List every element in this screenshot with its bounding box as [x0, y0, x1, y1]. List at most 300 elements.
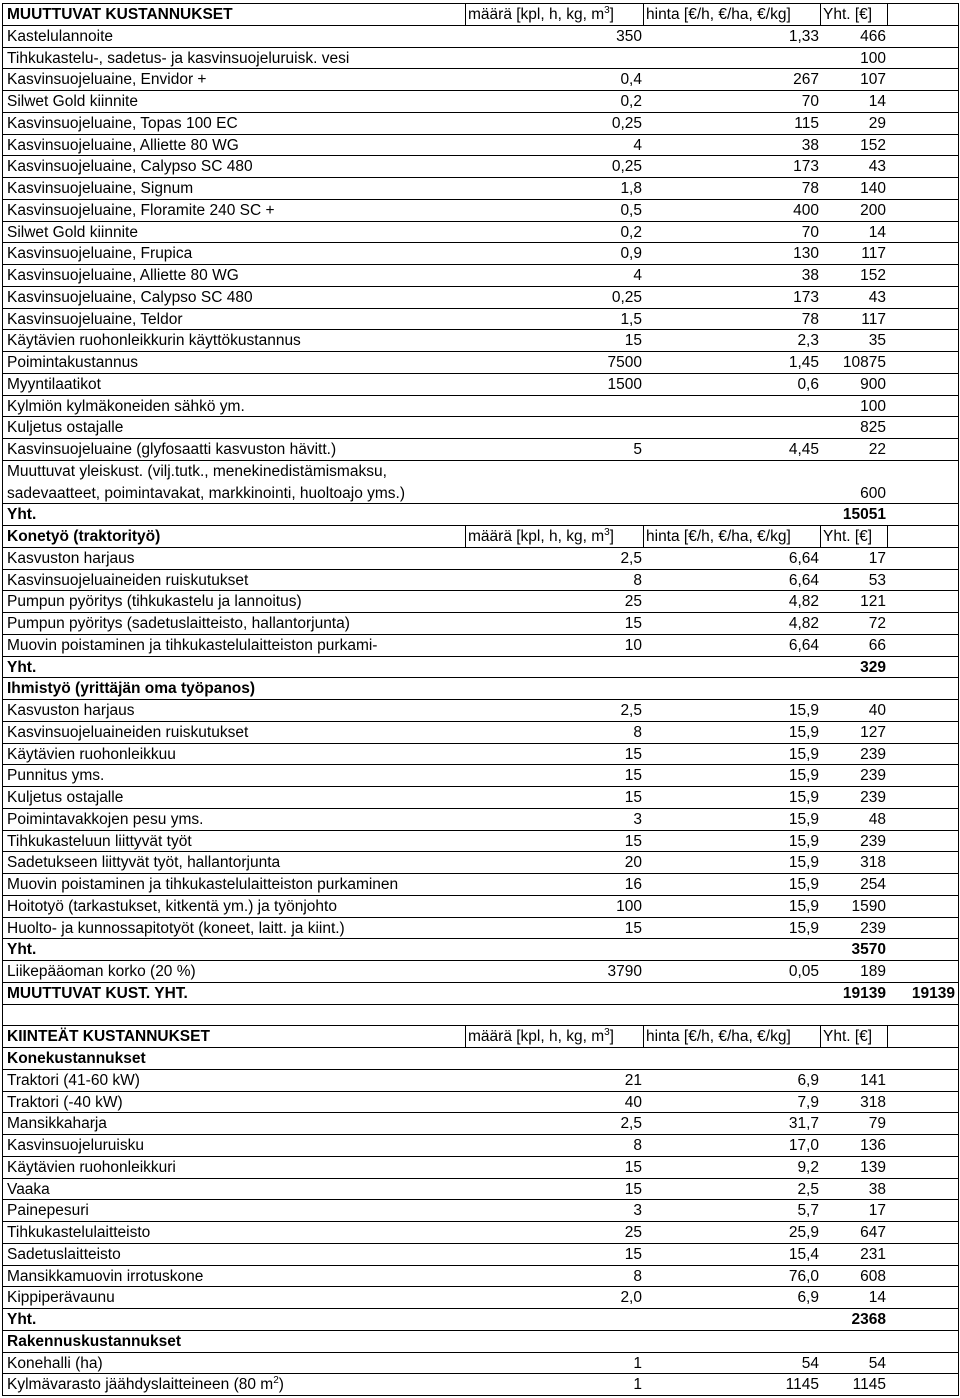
item-total: 140	[860, 180, 886, 197]
item-label: Kasvuston harjaus	[7, 702, 135, 719]
item-total: 189	[860, 963, 886, 980]
item-price: 15,9	[788, 832, 819, 850]
item-qty: 5	[633, 441, 642, 458]
column-divider	[643, 526, 644, 547]
item-price: 15,9	[788, 789, 819, 806]
table-row	[3, 439, 959, 461]
column-divider	[958, 26, 959, 47]
item-qty: 2,0	[620, 1289, 642, 1307]
item-price: 5,7	[797, 1202, 819, 1220]
item-total: 239	[860, 832, 886, 850]
item-qty: 1	[633, 1354, 642, 1372]
column-divider	[958, 4, 959, 25]
column-divider	[958, 591, 959, 612]
column-divider	[465, 1026, 466, 1047]
column-divider	[643, 1026, 644, 1047]
item-total: 1590	[851, 897, 886, 915]
column-divider	[958, 1331, 959, 1352]
column-divider	[820, 526, 821, 547]
price-header: hinta [€/h, €/ha, €/kg]	[646, 1028, 791, 1046]
item-total: 318	[860, 1093, 886, 1111]
item-qty: 100	[616, 897, 642, 915]
item-qty: 2,5	[620, 1115, 642, 1133]
total-header: Yht. [€]	[823, 6, 873, 23]
item-price: 1,33	[788, 27, 819, 45]
subtotal-value: 3570	[851, 941, 886, 959]
column-divider	[958, 156, 959, 177]
item-total: 107	[860, 71, 886, 89]
item-price: 130	[793, 245, 819, 263]
table-row	[3, 91, 959, 113]
column-divider	[958, 1005, 959, 1026]
column-divider	[958, 1157, 959, 1178]
item-total: 466	[860, 27, 886, 45]
table-row	[3, 874, 959, 896]
item-price: 15,9	[788, 702, 819, 719]
table-row	[3, 1026, 959, 1048]
table-row	[3, 1222, 959, 1244]
column-divider	[958, 439, 959, 460]
item-total: 239	[860, 767, 886, 785]
column-divider	[958, 200, 959, 221]
table-row	[3, 374, 959, 396]
item-label: Myyntilaatikot	[7, 375, 101, 393]
table-row	[3, 1266, 959, 1288]
column-divider	[958, 874, 959, 895]
column-divider	[958, 309, 959, 330]
item-price: 2,5	[797, 1180, 819, 1198]
item-price	[644, 483, 821, 504]
item-price: 54	[801, 1354, 819, 1372]
item-qty: 3	[633, 810, 642, 828]
column-divider	[958, 287, 959, 308]
item-price: 173	[793, 288, 819, 306]
item-qty: 15	[624, 745, 642, 763]
item-qty: 3790	[607, 963, 642, 980]
item-label: Kasvinsuojeluaine, Topas 100 EC	[7, 114, 238, 132]
column-divider	[887, 4, 888, 25]
item-label: Kuljetus ostajalle	[7, 419, 124, 437]
item-label: Käytävien ruohonleikkuri	[7, 1158, 176, 1176]
table-row	[3, 1244, 959, 1266]
item-label: Kasvinsuojeluaine, Envidor +	[7, 71, 207, 89]
item-qty	[466, 396, 644, 417]
column-divider	[958, 417, 959, 438]
grand-total-extra: 19139	[911, 984, 955, 1002]
column-divider	[958, 1026, 959, 1047]
table-row	[3, 243, 959, 265]
item-price: 115	[794, 114, 819, 132]
table-row	[3, 156, 959, 178]
item-total	[821, 461, 888, 483]
column-divider	[958, 787, 959, 808]
item-total: 66	[868, 636, 886, 654]
column-divider	[465, 4, 466, 25]
item-label: Kastelulannoite	[7, 27, 113, 45]
column-divider	[958, 69, 959, 90]
subtotal-label: Yht.	[7, 941, 37, 959]
item-total: 136	[860, 1137, 886, 1154]
column-divider	[958, 1244, 959, 1265]
column-divider	[958, 1070, 959, 1091]
item-total: 43	[868, 158, 886, 176]
table-row	[3, 613, 959, 635]
item-qty: 15	[624, 919, 642, 937]
table-row	[3, 657, 959, 679]
column-divider	[958, 91, 959, 112]
column-divider	[958, 809, 959, 830]
item-label: Mansikkaharja	[7, 1115, 107, 1133]
column-divider	[958, 243, 959, 264]
table-row	[3, 939, 959, 961]
column-divider	[958, 678, 959, 699]
item-price: 6,64	[788, 636, 819, 654]
item-total: 22	[868, 441, 886, 458]
item-price	[644, 417, 821, 438]
item-qty: 15	[624, 1180, 642, 1198]
item-label: sadevaatteet, poimintavakat, markkinointi, huoltoajo yms.)	[7, 484, 406, 502]
item-label: Tihkukastelu-, sadetus- ja kasvinsuojeluruisk. vesi	[7, 49, 350, 67]
item-price: 15,9	[788, 810, 819, 828]
item-price: 31,7	[788, 1115, 819, 1133]
item-price: 15,9	[788, 876, 819, 893]
item-total: 100	[860, 49, 886, 67]
item-price: 4,82	[788, 615, 819, 632]
item-qty: 350	[616, 27, 642, 45]
section-title: MUUTTUVAT KUSTANNUKSET	[7, 6, 233, 23]
table-row	[3, 548, 959, 570]
table-row	[3, 461, 959, 483]
column-divider	[958, 374, 959, 395]
column-divider	[958, 744, 959, 765]
item-total: 17	[868, 1202, 886, 1220]
item-price	[644, 461, 821, 483]
item-total: 29	[868, 114, 886, 132]
table-row	[3, 396, 959, 418]
item-price: 38	[801, 136, 819, 154]
column-divider	[958, 1048, 959, 1069]
item-qty: 8	[633, 723, 642, 741]
column-divider	[958, 396, 959, 417]
table-row	[3, 222, 959, 244]
item-price: 15,9	[788, 919, 819, 937]
item-price: 6,64	[788, 549, 819, 567]
item-total: 53	[868, 571, 886, 589]
item-total: 14	[868, 223, 886, 241]
item-label: Muovin poistaminen ja tihkukastelulaitteiston purkaminen	[7, 876, 399, 893]
item-price: 15,9	[788, 745, 819, 763]
table-row	[3, 1135, 959, 1157]
item-label: Käytävien ruohonleikkuu	[7, 745, 176, 763]
item-total: 54	[868, 1354, 886, 1372]
item-price: 9,2	[797, 1158, 819, 1176]
item-qty: 8	[633, 571, 642, 589]
item-label: Kasvinsuojeluaine, Alliette 80 WG	[7, 136, 239, 154]
item-total: 127	[860, 723, 886, 741]
item-label: Pumpun pyöritys (sadetuslaitteisto, hallantorjunta)	[7, 615, 350, 632]
subtotal-label: Yht.	[7, 506, 37, 524]
table-row	[3, 831, 959, 853]
grand-total-label: MUUTTUVAT KUST. YHT.	[7, 984, 188, 1002]
table-row	[3, 744, 959, 766]
column-divider	[958, 504, 959, 525]
table-row	[3, 1200, 959, 1222]
item-total: 647	[860, 1224, 886, 1241]
item-qty: 10	[624, 636, 642, 654]
table-row	[3, 352, 959, 374]
table-row	[3, 113, 959, 135]
item-qty: 0,4	[620, 71, 642, 89]
total-header: Yht. [€]	[823, 1028, 873, 1046]
item-price: 25,9	[788, 1224, 819, 1241]
table-row	[3, 1157, 959, 1179]
item-label: Silwet Gold kiinnite	[7, 93, 138, 110]
item-price: 267	[793, 71, 819, 89]
item-price: 1,45	[788, 354, 819, 371]
item-qty: 2,5	[620, 549, 642, 567]
cost-spreadsheet	[2, 3, 959, 1396]
item-qty: 25	[624, 593, 642, 611]
table-row	[3, 4, 959, 26]
column-divider	[958, 657, 959, 678]
item-qty: 20	[624, 854, 642, 872]
item-label: Kasvinsuojeluaine, Teldor	[7, 310, 183, 328]
table-row	[3, 852, 959, 874]
column-divider	[958, 1200, 959, 1221]
column-divider	[958, 352, 959, 373]
item-price: 6,64	[788, 571, 819, 589]
item-label: Sadetuslaitteisto	[7, 1245, 121, 1263]
table-row	[3, 1309, 959, 1331]
item-total: 600	[860, 484, 886, 502]
item-total: 38	[868, 1180, 886, 1198]
column-divider	[958, 222, 959, 243]
item-total: 239	[860, 745, 886, 763]
item-total: 318	[860, 854, 886, 872]
item-label: Kasvinsuojeluaineiden ruiskutukset	[7, 723, 249, 741]
column-divider	[958, 896, 959, 917]
item-qty	[466, 417, 644, 438]
item-qty: 0,5	[620, 201, 642, 219]
column-divider	[958, 1374, 959, 1395]
column-divider	[958, 635, 959, 656]
table-row	[3, 265, 959, 287]
item-price: 78	[801, 310, 819, 328]
item-qty: 8	[633, 1137, 642, 1154]
item-total: 17	[868, 549, 886, 567]
item-total: 139	[860, 1158, 886, 1176]
item-total: 100	[860, 397, 886, 415]
table-row	[3, 678, 959, 700]
item-qty: 0,2	[620, 223, 642, 241]
column-divider	[465, 526, 466, 547]
column-divider	[958, 135, 959, 156]
item-qty: 1	[633, 1376, 642, 1394]
column-divider	[643, 4, 644, 25]
item-price: 70	[801, 93, 819, 110]
item-qty: 15	[624, 832, 642, 850]
table-row	[3, 417, 959, 439]
table-row	[3, 69, 959, 91]
table-row	[3, 1374, 959, 1396]
qty-header: määrä [kpl, h, kg, $m^3$]	[468, 526, 614, 545]
column-divider	[958, 1179, 959, 1200]
item-price: 7,9	[797, 1093, 819, 1111]
item-label: Kasvinsuojeluaine (glyfosaatti kasvuston hävitt.)	[7, 441, 337, 458]
subtotal-label: Yht.	[7, 658, 37, 676]
item-total: 10875	[842, 354, 886, 371]
item-label: Kasvuston harjaus	[7, 549, 135, 567]
item-total: 152	[860, 267, 886, 284]
item-total: 231	[860, 1245, 886, 1263]
item-qty	[466, 483, 644, 504]
column-divider	[958, 1113, 959, 1134]
qty-header: määrä [kpl, h, kg, $m^3$]	[468, 1027, 614, 1046]
item-qty: 0,25	[611, 288, 642, 306]
item-total: 40	[868, 702, 886, 719]
item-qty: 7500	[607, 354, 642, 371]
item-price: 15,9	[788, 854, 819, 872]
table-row	[3, 483, 959, 505]
column-divider	[958, 722, 959, 743]
item-price: 2,3	[797, 332, 819, 350]
item-label: Mansikkamuovin irrotuskone	[7, 1267, 204, 1285]
item-price: 15,9	[788, 723, 819, 741]
item-total: 72	[868, 615, 886, 632]
price-header: hinta [€/h, €/ha, €/kg]	[646, 6, 791, 23]
item-total: 152	[860, 136, 886, 154]
item-price: 4,45	[788, 441, 819, 458]
table-row	[3, 1287, 959, 1309]
table-row	[3, 570, 959, 592]
section-title: Konetyö (traktorityö)	[7, 528, 161, 545]
column-divider	[958, 570, 959, 591]
item-qty	[466, 48, 644, 69]
item-total: 1145	[852, 1376, 886, 1394]
table-row	[3, 178, 959, 200]
item-label: Sadetukseen liittyvät työt, hallantorjunta	[7, 854, 281, 872]
column-divider	[958, 1092, 959, 1113]
item-price: 0,6	[797, 375, 819, 393]
table-row	[3, 135, 959, 157]
table-row	[3, 765, 959, 787]
table-row	[3, 1179, 959, 1201]
item-qty: 15	[624, 1158, 642, 1176]
item-label: Kippiperävaunu	[7, 1289, 115, 1307]
item-label: Muuttuvat yleiskust. (vilj.tutk., menekinedistämismaksu,	[7, 462, 387, 480]
item-total: 900	[860, 375, 886, 393]
column-divider	[958, 1266, 959, 1287]
item-total: 254	[860, 876, 886, 893]
item-qty: 40	[624, 1093, 642, 1111]
item-qty: 2,5	[620, 702, 642, 719]
item-qty: 0,2	[620, 93, 642, 110]
table-row	[3, 896, 959, 918]
grand-total-value: 19139	[842, 984, 886, 1002]
subtotal-value: 2368	[851, 1311, 886, 1328]
column-divider	[887, 526, 888, 547]
column-divider	[958, 265, 959, 286]
item-total: 35	[868, 332, 886, 350]
item-qty: 16	[624, 876, 642, 893]
item-qty: 4	[633, 136, 642, 154]
subsection-title: Rakennuskustannukset	[7, 1332, 181, 1350]
table-row	[3, 722, 959, 744]
item-qty: 4	[633, 267, 642, 284]
item-price: 6,9	[797, 1289, 819, 1307]
column-divider	[958, 983, 959, 1004]
item-label: Kasvinsuojeluaine, Frupica	[7, 245, 193, 263]
item-qty: 15	[624, 789, 642, 806]
table-row	[3, 961, 959, 983]
item-total: 117	[861, 245, 886, 263]
table-row	[3, 1092, 959, 1114]
table-row	[3, 787, 959, 809]
item-total: 608	[860, 1267, 886, 1285]
table-row	[3, 309, 959, 331]
item-qty: 8	[633, 1267, 642, 1285]
item-price	[644, 48, 821, 69]
table-row	[3, 1113, 959, 1135]
item-price: 400	[793, 201, 819, 219]
table-row	[3, 700, 959, 722]
item-price: 4,82	[788, 593, 819, 611]
item-label: Huolto- ja kunnossapitotyöt (koneet, laitt. ja kiint.)	[7, 919, 345, 937]
column-divider	[820, 4, 821, 25]
table-row	[3, 1005, 959, 1027]
qty-header: määrä [kpl, h, kg, $m^3$]	[468, 4, 614, 23]
item-label: Käytävien ruohonleikkurin käyttökustannus	[7, 332, 301, 350]
column-divider	[958, 526, 959, 547]
item-total: 141	[860, 1071, 886, 1089]
item-qty: 1,8	[620, 180, 642, 197]
item-label: Traktori (41-60 kW)	[7, 1071, 140, 1089]
table-row	[3, 591, 959, 613]
item-label: Kasvinsuojeluaineiden ruiskutukset	[7, 571, 249, 589]
item-total: 200	[860, 201, 886, 219]
column-divider	[887, 1026, 888, 1047]
column-divider	[958, 1353, 959, 1374]
column-divider	[820, 1026, 821, 1047]
table-row	[3, 526, 959, 548]
subsection-title: Ihmistyö (yrittäjän oma työpanos)	[7, 680, 256, 698]
total-header: Yht. [€]	[823, 528, 873, 545]
item-price: 15,9	[788, 767, 819, 785]
item-price: 15,9	[788, 897, 819, 915]
item-price: 0,05	[788, 963, 819, 980]
table-row	[3, 1353, 959, 1375]
item-price: 70	[801, 223, 819, 241]
item-label: Traktori (-40 kW)	[7, 1093, 123, 1111]
item-qty: 0,9	[620, 245, 642, 263]
table-row	[3, 1331, 959, 1353]
item-label: Silwet Gold kiinnite	[7, 223, 138, 241]
item-label: Muovin poistaminen ja tihkukastelulaitteiston purkami-	[7, 636, 378, 654]
item-qty: 15	[624, 615, 642, 632]
column-divider	[958, 330, 959, 351]
column-divider	[958, 483, 959, 504]
table-row	[3, 1048, 959, 1070]
column-divider	[958, 852, 959, 873]
table-row	[3, 809, 959, 831]
item-total: 43	[868, 288, 886, 306]
item-qty: 1500	[607, 375, 642, 393]
price-header: hinta [€/h, €/ha, €/kg]	[646, 528, 791, 545]
item-label: Hoitotyö (tarkastukset, kitkentä ym.) ja työnjohto	[7, 897, 337, 915]
table-row	[3, 26, 959, 48]
item-label: Kasvinsuojeluaine, Signum	[7, 180, 194, 197]
item-price: 1145	[785, 1376, 819, 1394]
